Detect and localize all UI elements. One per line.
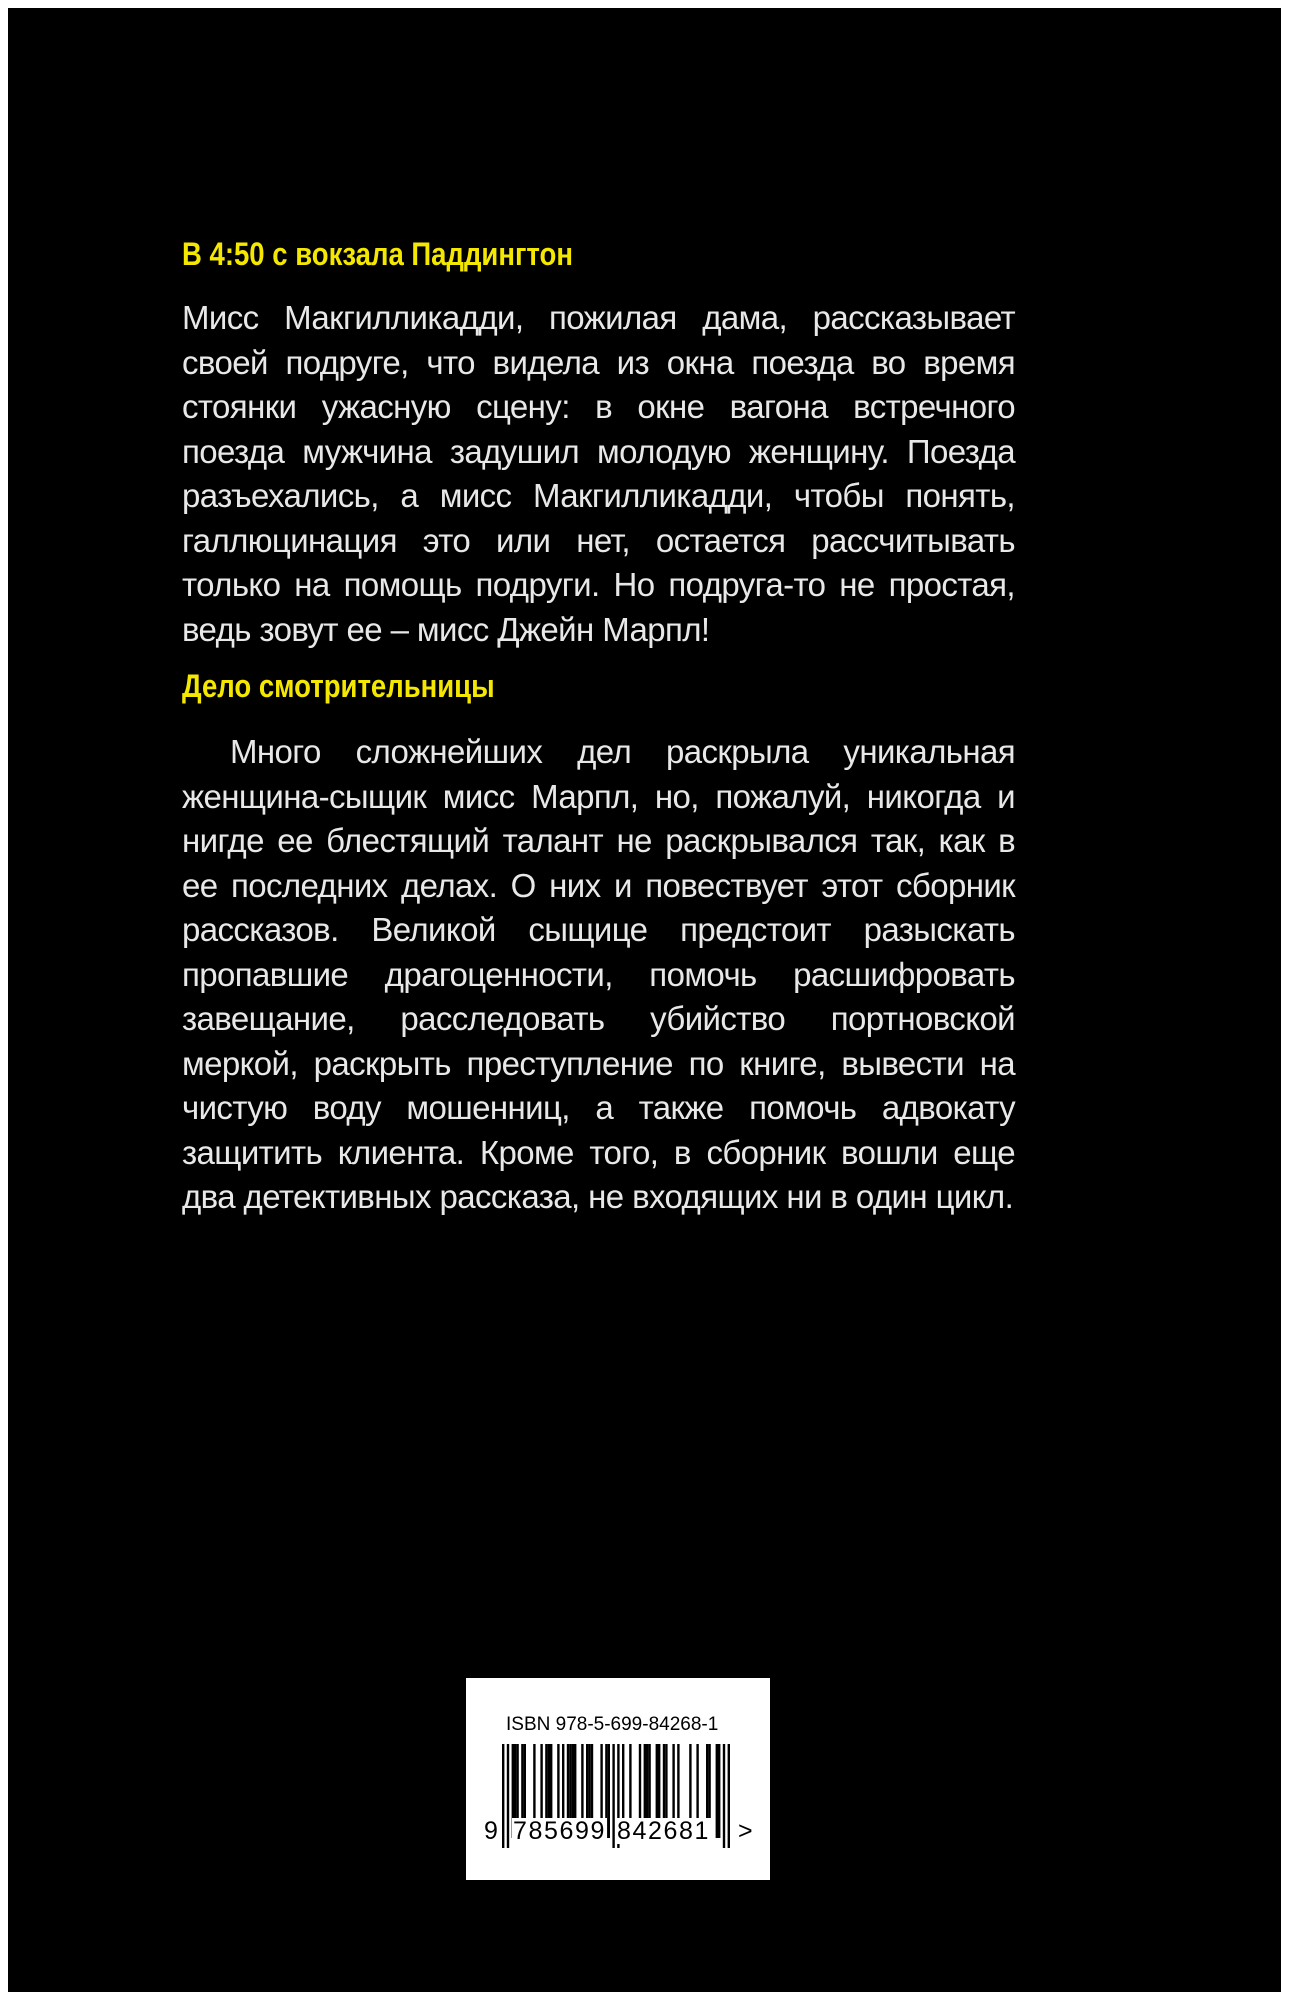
isbn-label: ISBN 978-5-699-84268-1 — [506, 1714, 719, 1735]
barcode-digit-first: 9 — [484, 1817, 498, 1845]
barcode-bars — [466, 1678, 770, 1880]
section-body: Много сложнейших дел раскрыла уникальная женщина-сыщик мисс Марпл, но, пожалуй, никогда и нигде ее блестящий талант не раскрывался так, как в ее последних делах. О них и повествует этот сборник рассказов. Великой сыщице предстоит разыскать пропавшие драгоценности, помочь расшифровать завещание, расследовать убийство портновской меркой, раскрыть преступление по книге, вывести на чистую воду мошенниц, а также помочь адвокату защитить клиента. Кроме того, в сборник вошли еще два детективных рассказа, не входящих ни в один цикл. — [182, 733, 1015, 1215]
barcode-quiet-zone-arrow: > — [738, 1817, 753, 1845]
section-title: В 4:50 с вокзала Паддингтон — [182, 236, 573, 272]
isbn-barcode — [466, 1678, 770, 1880]
barcode-guard-bar — [723, 1744, 725, 1848]
barcode-bar — [608, 1744, 610, 1838]
barcode-digits-left: 785699 — [513, 1817, 607, 1845]
back-cover — [8, 8, 1281, 1992]
section-body: Мисс Макгилликадди, пожилая дама, рассказывает своей подруге, что видела из окна поезда во время стоянки ужасную сцену: в окне вагона встречного поезда мужчина задушил молодую женщину. Поезда разъехались, а мисс Макгилликадди, чтобы понять, галлюцинация это или нет, остается рассчитывать только на помощь подруги. Но подруга-то не простая, ведь зовут ее – мисс Джейн Марпл! — [182, 299, 1015, 648]
barcode-bar — [718, 1744, 720, 1838]
barcode-guard-bar — [502, 1744, 504, 1848]
barcode-bar — [716, 1744, 718, 1838]
barcode-guard-bar — [507, 1744, 509, 1848]
barcode-digits-right: 842681 — [617, 1817, 711, 1845]
section-caretakers-case — [182, 666, 1015, 1220]
section-title: Дело смотрительницы — [182, 668, 495, 704]
section-4-50-from-paddington — [182, 234, 1015, 652]
barcode-guard-bar — [728, 1744, 730, 1848]
barcode-guard-bar — [612, 1744, 614, 1848]
